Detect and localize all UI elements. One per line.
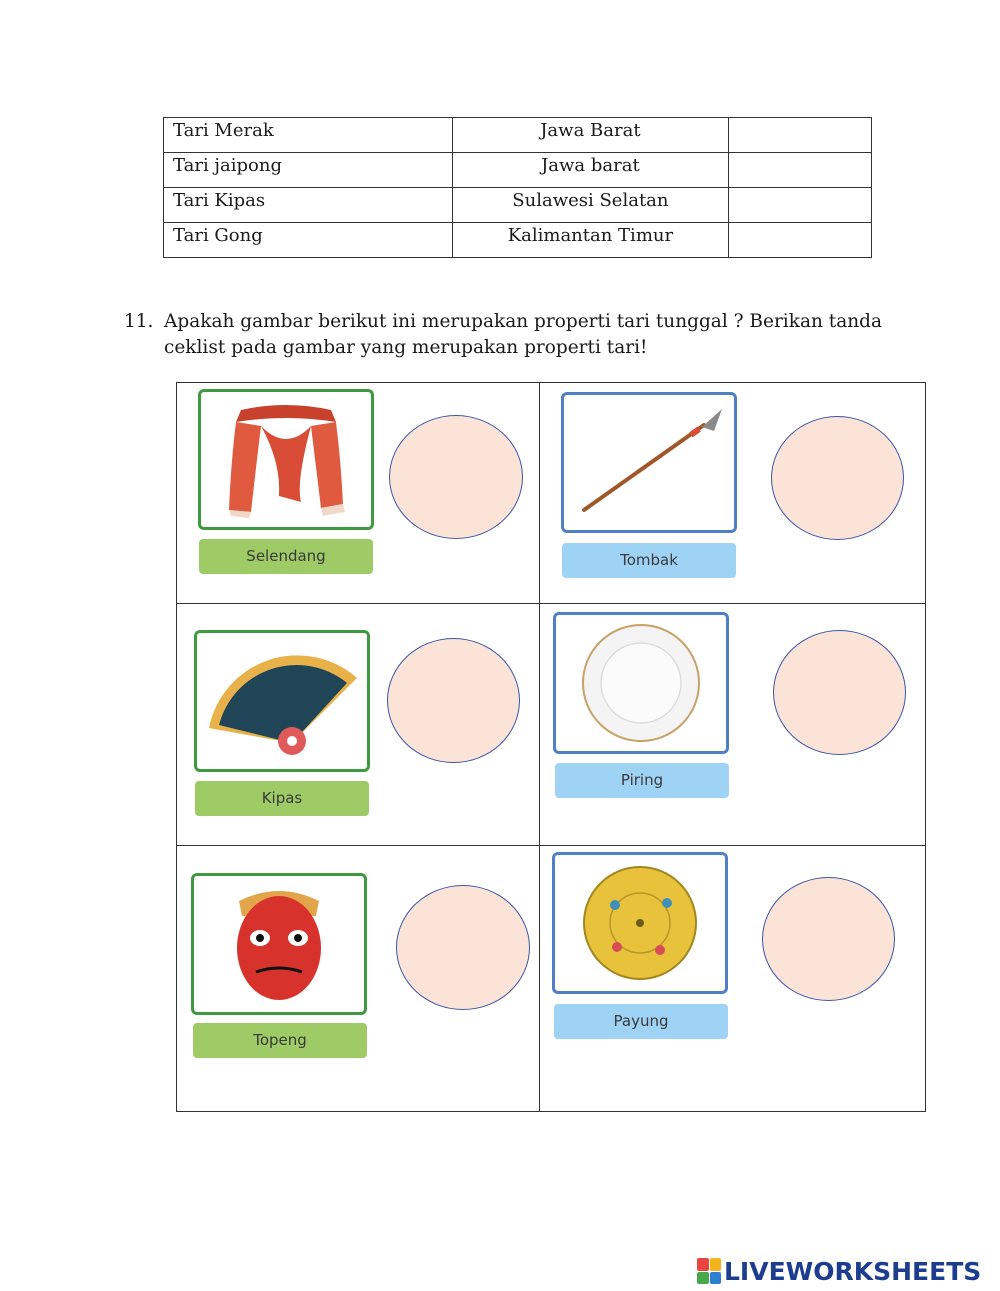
umbrella-image <box>552 852 728 994</box>
dance-name-cell: Tari Gong <box>164 223 453 258</box>
grid-divider <box>176 603 926 604</box>
answer-cell[interactable] <box>729 153 872 188</box>
dance-name-cell: Tari Kipas <box>164 188 453 223</box>
logo-text: LIVEWORKSHEETS <box>724 1256 982 1286</box>
item-label: Piring <box>555 763 729 798</box>
plate-icon <box>556 615 726 751</box>
question-number: 11. <box>124 311 154 332</box>
table-row <box>164 188 872 223</box>
item-label: Topeng <box>193 1023 367 1058</box>
item-label: Tombak <box>562 543 736 578</box>
item-label: Selendang <box>199 539 373 574</box>
answer-circle[interactable] <box>387 638 520 763</box>
table-row <box>164 223 872 258</box>
plate-image <box>553 612 729 754</box>
mask-icon <box>194 876 364 1012</box>
region-cell: Jawa Barat <box>452 118 729 153</box>
answer-cell[interactable] <box>729 223 872 258</box>
grid-divider <box>176 845 926 846</box>
answer-circle[interactable] <box>389 415 523 539</box>
question-11 <box>124 309 884 361</box>
fan-image <box>194 630 370 772</box>
dance-region-table <box>163 117 872 258</box>
dance-name-cell: Tari Merak <box>164 118 453 153</box>
grid-divider <box>539 382 540 1112</box>
logo-icon <box>697 1258 721 1284</box>
region-cell: Jawa barat <box>452 153 729 188</box>
region-cell: Sulawesi Selatan <box>452 188 729 223</box>
table-row <box>164 118 872 153</box>
spear-image <box>561 392 737 533</box>
scarf-image <box>198 389 374 530</box>
item-label: Payung <box>554 1004 728 1039</box>
umbrella-icon <box>555 855 725 991</box>
table-row <box>164 153 872 188</box>
region-cell: Kalimantan Timur <box>452 223 729 258</box>
answer-circle[interactable] <box>762 877 895 1001</box>
dance-name-cell: Tari jaipong <box>164 153 453 188</box>
question-text: Apakah gambar berikut ini merupakan properti tari tunggal ? Berikan tanda ceklist pada gambar yang merupakan properti tari! <box>164 311 883 358</box>
spear-icon <box>564 395 734 530</box>
answer-circle[interactable] <box>771 416 904 540</box>
fan-icon <box>197 633 367 769</box>
liveworksheets-logo <box>697 1255 981 1287</box>
answer-cell[interactable] <box>729 188 872 223</box>
answer-circle[interactable] <box>396 885 530 1010</box>
scarf-icon <box>201 392 371 527</box>
answer-circle[interactable] <box>773 630 906 755</box>
mask-image <box>191 873 367 1015</box>
item-label: Kipas <box>195 781 369 816</box>
answer-cell[interactable] <box>729 118 872 153</box>
